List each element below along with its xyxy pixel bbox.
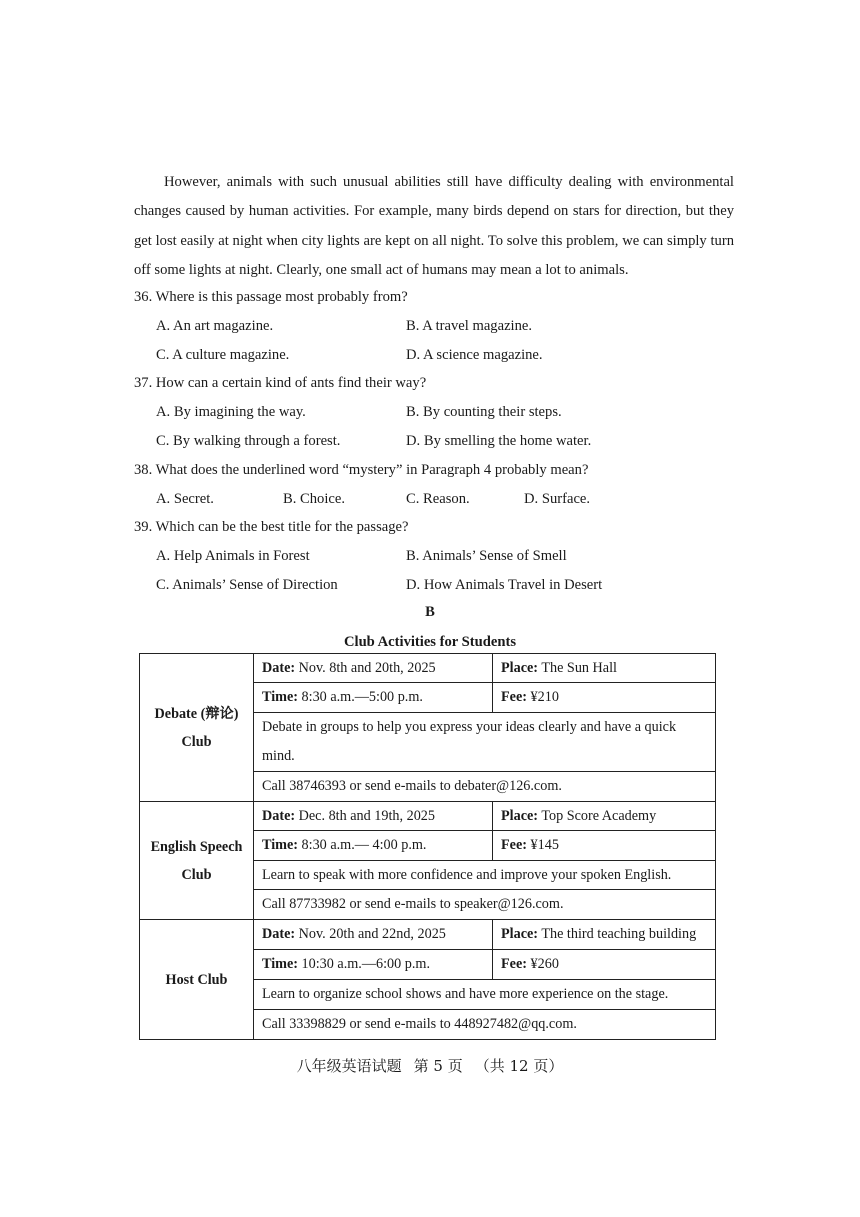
description-cell: Learn to organize school shows and have more experience on the stage.	[254, 980, 716, 1010]
time-label: Time:	[262, 689, 298, 705]
contact-cell: Call 87733982 or send e-mails to speaker@126.com.	[254, 890, 716, 920]
footer-grade: 八年级英语试题	[296, 1057, 402, 1075]
time-cell	[254, 831, 493, 861]
option-36-c[interactable]: C. A culture magazine.	[156, 347, 290, 363]
fee-label: Fee:	[501, 689, 527, 705]
club-name: Host Club	[165, 971, 228, 988]
option-39-a[interactable]: A. Help Animals in Forest	[156, 548, 310, 564]
option-39-d[interactable]: D. How Animals Travel in Desert	[406, 577, 603, 593]
place-label: Place:	[501, 926, 539, 942]
date-label: Date:	[262, 659, 296, 676]
option-37-c[interactable]: C. By walking through a forest.	[156, 433, 341, 449]
place-cell	[493, 920, 716, 950]
option-38-b[interactable]: B. Choice.	[283, 491, 346, 507]
fee-value: ¥260	[530, 956, 559, 972]
date-cell	[254, 802, 493, 831]
fee-cell	[493, 950, 716, 980]
place-value: The third teaching building	[541, 926, 697, 942]
club-name: Debate (辩论)	[154, 705, 239, 722]
date-cell	[254, 920, 493, 950]
place-label: Place:	[501, 659, 539, 676]
question-38: 38. What does the underlined word “mystery” in Paragraph 4 probably mean?	[134, 462, 589, 478]
table-row	[140, 802, 716, 831]
place-value: Top Score Academy	[541, 807, 657, 824]
club-name: English Speech	[150, 838, 243, 855]
option-39-b[interactable]: B. Animals’ Sense of Smell	[406, 548, 567, 564]
fee-label: Fee:	[501, 956, 527, 972]
time-label: Time:	[262, 837, 298, 853]
date-cell	[254, 654, 493, 683]
club-activities-table	[139, 653, 716, 1040]
table-title: Club Activities for Students	[343, 634, 517, 650]
question-36: 36. Where is this passage most probably from?	[134, 289, 408, 305]
page-footer	[0, 1055, 860, 1076]
contact-cell: Call 33398829 or send e-mails to 448927482@qq.com.	[254, 1010, 716, 1040]
option-36-a[interactable]: A. An art magazine.	[156, 318, 274, 334]
date-value: Nov. 20th and 22nd, 2025	[298, 926, 446, 942]
date-value: Dec. 8th and 19th, 2025	[298, 807, 435, 824]
place-value: The Sun Hall	[541, 659, 617, 676]
question-39: 39. Which can be the best title for the passage?	[134, 519, 409, 535]
question-37: 37. How can a certain kind of ants find their way?	[134, 375, 427, 391]
description-cell: Learn to speak with more confidence and improve your spoken English.	[254, 861, 716, 890]
club-name-cell	[140, 802, 254, 920]
option-38-a[interactable]: A. Secret.	[156, 491, 214, 507]
section-label: B	[425, 604, 435, 620]
club-name-cell	[140, 920, 254, 1040]
option-36-d[interactable]: D. A science magazine.	[406, 347, 543, 363]
club-name-suffix: Club	[181, 733, 212, 750]
time-value: 10:30 a.m.—6:00 p.m.	[301, 956, 431, 972]
footer-page: 第 5 页	[413, 1057, 463, 1075]
option-37-b[interactable]: B. By counting their steps.	[406, 404, 562, 420]
table-row	[140, 654, 716, 683]
option-37-a[interactable]: A. By imagining the way.	[156, 404, 306, 420]
footer-total: （共 12 页）	[474, 1057, 564, 1075]
fee-value: ¥145	[530, 837, 559, 853]
description-cell: Debate in groups to help you express your ideas clearly and have a quick mind.	[254, 713, 716, 772]
fee-label: Fee:	[501, 837, 527, 853]
option-36-b[interactable]: B. A travel magazine.	[406, 318, 533, 334]
passage-text: However, animals with such unusual abilities still have difficulty dealing with environmental changes caused by human activities. For example, many birds depend on stars for direction, but they get lost easily at night when city lights are kept on all night. To solve this problem, we can simply turn off some lights at night. Clearly, one small act of humans may mean a lot to animals.	[134, 174, 734, 278]
table-row	[140, 920, 716, 950]
place-cell	[493, 802, 716, 831]
option-37-d[interactable]: D. By smelling the home water.	[406, 433, 592, 449]
contact-cell: Call 38746393 or send e-mails to debater@126.com.	[254, 772, 716, 802]
time-label: Time:	[262, 956, 298, 972]
date-label: Date:	[262, 926, 296, 942]
option-39-c[interactable]: C. Animals’ Sense of Direction	[156, 577, 338, 593]
fee-cell	[493, 831, 716, 861]
option-38-d[interactable]: D. Surface.	[524, 491, 591, 507]
fee-value: ¥210	[530, 689, 559, 705]
time-value: 8:30 a.m.—5:00 p.m.	[301, 689, 423, 705]
time-cell	[254, 683, 493, 713]
date-label: Date:	[262, 807, 296, 824]
club-name-cell	[140, 654, 254, 802]
passage-paragraph	[134, 168, 734, 285]
place-cell	[493, 654, 716, 683]
date-value: Nov. 8th and 20th, 2025	[298, 659, 436, 676]
place-label: Place:	[501, 807, 539, 824]
fee-cell	[493, 683, 716, 713]
club-name-suffix: Club	[181, 866, 212, 883]
time-value: 8:30 a.m.— 4:00 p.m.	[301, 837, 427, 853]
time-cell	[254, 950, 493, 980]
option-38-c[interactable]: C. Reason.	[406, 491, 470, 507]
